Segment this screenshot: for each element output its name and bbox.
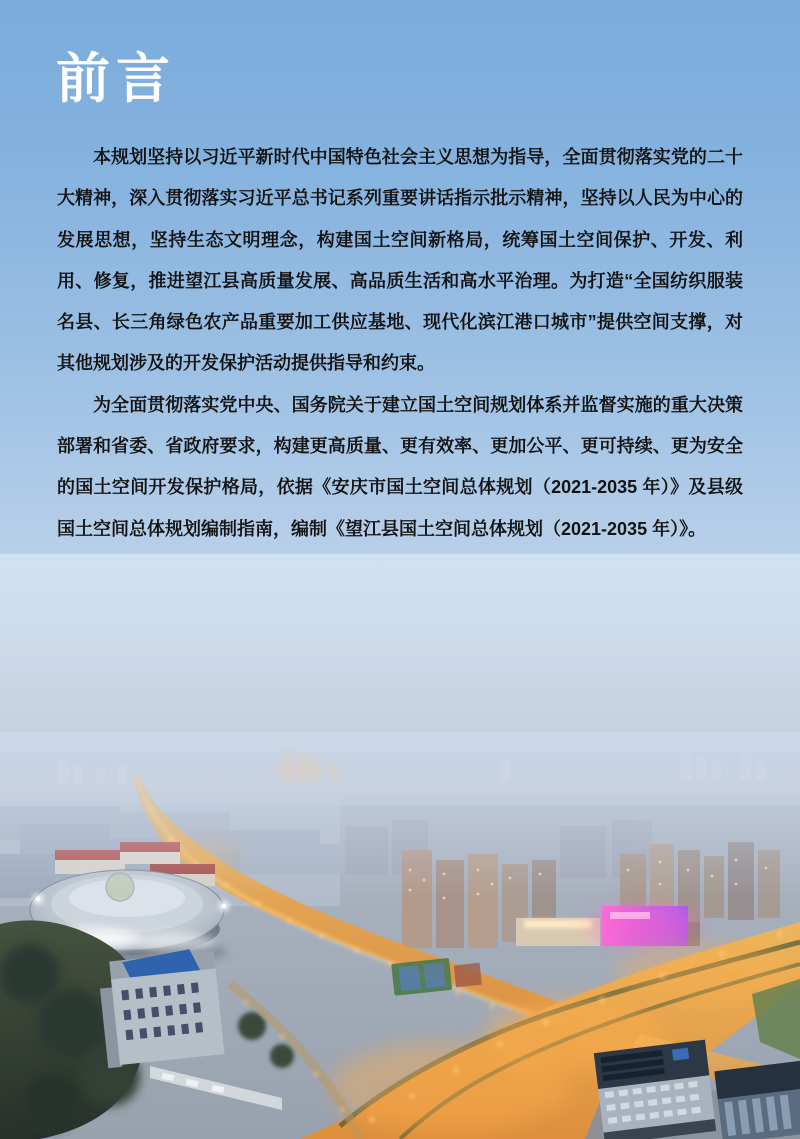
top-fade bbox=[0, 554, 800, 684]
paragraph-1: 本规划坚持以习近平新时代中国特色社会主义思想为指导，全面贯彻落实党的二十大精神，深入贯彻落实习近平总书记系列重要讲话指示批示精神，坚持以人民为中心的发展思想，坚持生态文明理念，构建国土空间新格局，统筹国土空间保护、开发、利用、修复，推进望江县高质量发展、高品质生活和高水平治理。为打造“全国纺织服装名县、长三角绿色农产品重要加工供应基地、现代化滨江港口城市”提供空间支撑，对其他规划涉及的开发保护活动提供指导和约束。 bbox=[57, 147, 743, 374]
preface-text bbox=[57, 137, 743, 550]
city-photo bbox=[0, 554, 800, 1139]
haze-overlay bbox=[0, 732, 800, 897]
page-title: 前言 bbox=[56, 49, 176, 109]
paragraph-2: 为全面贯彻落实党中央、国务院关于建立国土空间规划体系并监督实施的重大决策部署和省委、省政府要求，构建更高质量、更有效率、更加公平、更可持续、更为安全的国土空间开发保护格局，依据《安庆市国土空间总体规划（2021-2035 年）》及县级国土空间总体规划编制指南，编制《望江县国土空间总体规划（2021-2035 年）》。 bbox=[57, 394, 743, 539]
city-photo-art bbox=[0, 554, 800, 1139]
